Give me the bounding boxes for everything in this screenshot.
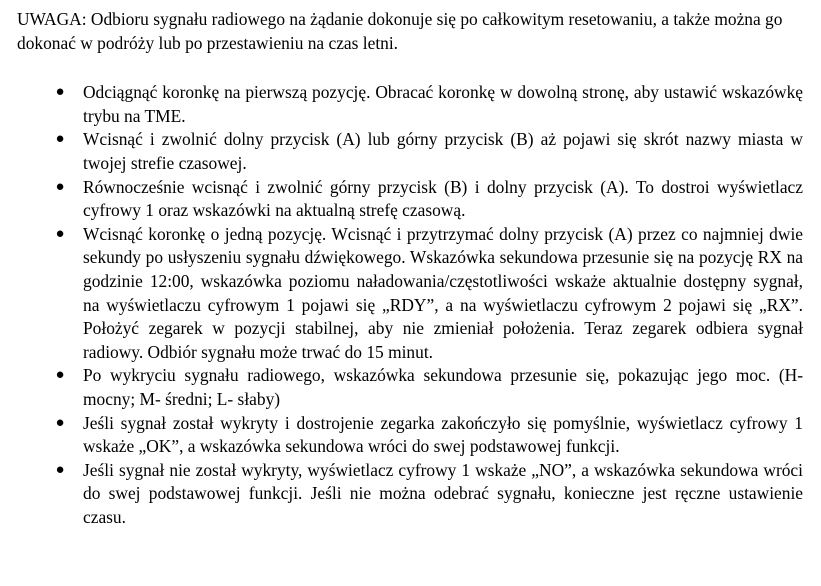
bullet-icon: ● <box>55 178 65 195</box>
list-item-text: Odciągnąć koronkę na pierwszą pozycję. Obracać koronkę w dowolną stronę, aby ustawić wskazówkę trybu na TME. <box>83 82 803 126</box>
list-item-text: Wcisnąć i zwolnić dolny przycisk (A) lub górny przycisk (B) aż pojawi się skrót nazwy miasta w twojej strefie czasowej. <box>83 129 803 173</box>
bullet-icon: ● <box>55 414 65 431</box>
list-item-text: Wcisnąć koronkę o jedną pozycję. Wcisnąć i przytrzymać dolny przycisk (A) przez co najmniej dwie sekundy po usłyszeniu sygnału dźwiękowego. Wskazówka sekundowa przesunie się na pozycję RX na godzinie 12:00, wskazówka poziomu naładowania/częstotliwości wskaże aktualnie dostępny sygnał, na wyświetlaczu cyfrowym 1 pojawi się „RDY”, a na wyświetlaczu cyfrowym 2 pojawi się „RX”. Położyć zegarek w pozycji stabilnej, aby nie zmieniał położenia. Teraz zegarek odbiera sygnał radiowy. Odbiór sygnału może trwać do 15 minut. <box>83 223 803 362</box>
bullet-icon: ● <box>55 225 65 242</box>
instruction-list <box>17 81 803 529</box>
note-paragraph: UWAGA: Odbioru sygnału radiowego na żądanie dokonuje się po całkowitym resetowaniu, a także można go dokonać w podróży lub po przestawieniu na czas letni. <box>17 9 783 53</box>
list-item <box>17 459 803 530</box>
list-item <box>17 176 803 223</box>
list-item-text: Jeśli sygnał nie został wykryty, wyświetlacz cyfrowy 1 wskaże „NO”, a wskazówka sekundowa wróci do swej podstawowej funkcji. Jeśli nie można odebrać sygnału, konieczne jest ręczne ustawienie czasu. <box>83 459 803 527</box>
list-item <box>17 412 803 459</box>
bullet-icon: ● <box>55 367 65 384</box>
list-item <box>17 364 803 411</box>
list-item-text: Po wykryciu sygnału radiowego, wskazówka sekundowa przesunie się, pokazując jego moc. (H- mocny; M- średni; L- słaby) <box>83 365 803 409</box>
list-item-text: Równocześnie wcisnąć i zwolnić górny przycisk (B) i dolny przycisk (A). To dostroi wyświetlacz cyfrowy 1 oraz wskazówki na aktualną strefę czasową. <box>83 176 803 221</box>
bullet-icon: ● <box>55 131 65 148</box>
list-item <box>17 81 803 128</box>
bullet-icon: ● <box>55 461 65 478</box>
list-item <box>17 223 803 365</box>
list-item-text: Jeśli sygnał został wykryty i dostrojenie zegarka zakończyło się pomyślnie, wyświetlacz cyfrowy 1 wskaże „OK”, a wskazówka sekundowa wróci do swej podstawowej funkcji. <box>83 412 803 457</box>
list-item <box>17 128 803 175</box>
bullet-icon: ● <box>55 84 65 101</box>
